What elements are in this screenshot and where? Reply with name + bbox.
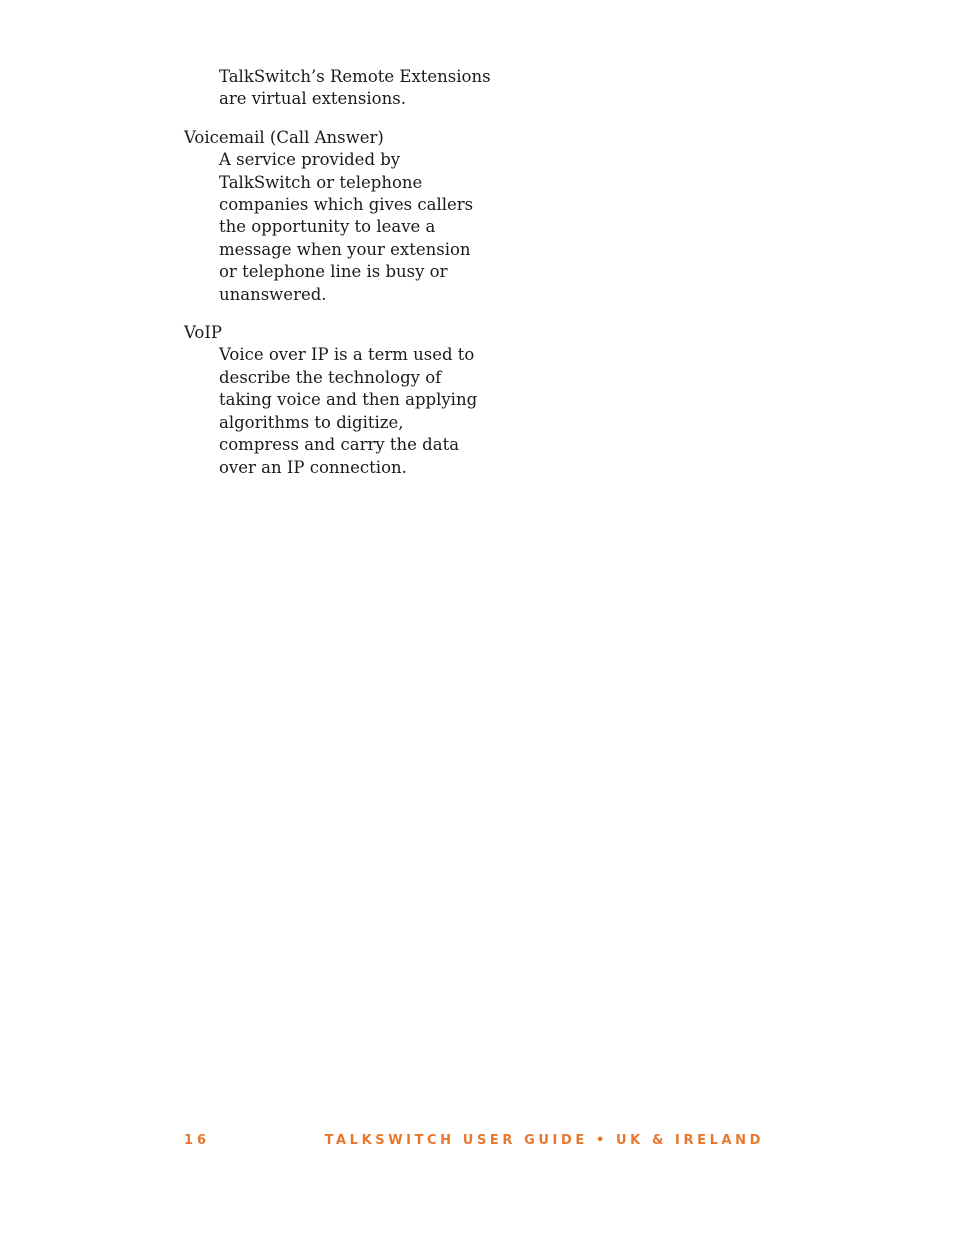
definition: [184, 149, 484, 306]
glossary-content: [184, 66, 491, 495]
definition-line: taking voice and then applying: [219, 390, 478, 410]
page-footer: [184, 1133, 764, 1151]
definition-line: or telephone line is busy or: [219, 262, 448, 282]
definition-line: over an IP connection.: [219, 457, 407, 477]
glossary-continuation: [184, 66, 491, 111]
definition-line: message when your extension: [219, 239, 471, 259]
glossary-entry-voicemail: [184, 127, 484, 306]
glossary-entry-voip: [184, 322, 484, 479]
glossary-term: VoIP: [184, 323, 222, 343]
page-number: 16: [184, 1133, 211, 1148]
definition-line: are virtual extensions.: [219, 89, 406, 109]
running-title: TALKSWITCH USER GUIDE • UK & IRELAND: [324, 1133, 764, 1148]
definition-line: Voice over IP is a term used to: [219, 345, 475, 365]
definition-line: algorithms to digitize,: [219, 412, 404, 432]
definition-line: unanswered.: [219, 284, 327, 304]
definition-line: the opportunity to leave a: [219, 217, 436, 237]
definition-line: companies which gives callers: [219, 195, 474, 215]
definition-line: TalkSwitch’s Remote Extensions: [219, 67, 491, 86]
definition-line: A service provided by: [219, 150, 401, 170]
glossary-term: Voicemail (Call Answer): [184, 127, 384, 147]
definition: [184, 66, 491, 111]
definition-line: compress and carry the data: [219, 435, 460, 455]
definition-line: describe the technology of: [219, 367, 442, 387]
definition-line: TalkSwitch or telephone: [219, 172, 423, 192]
definition: [184, 344, 484, 478]
